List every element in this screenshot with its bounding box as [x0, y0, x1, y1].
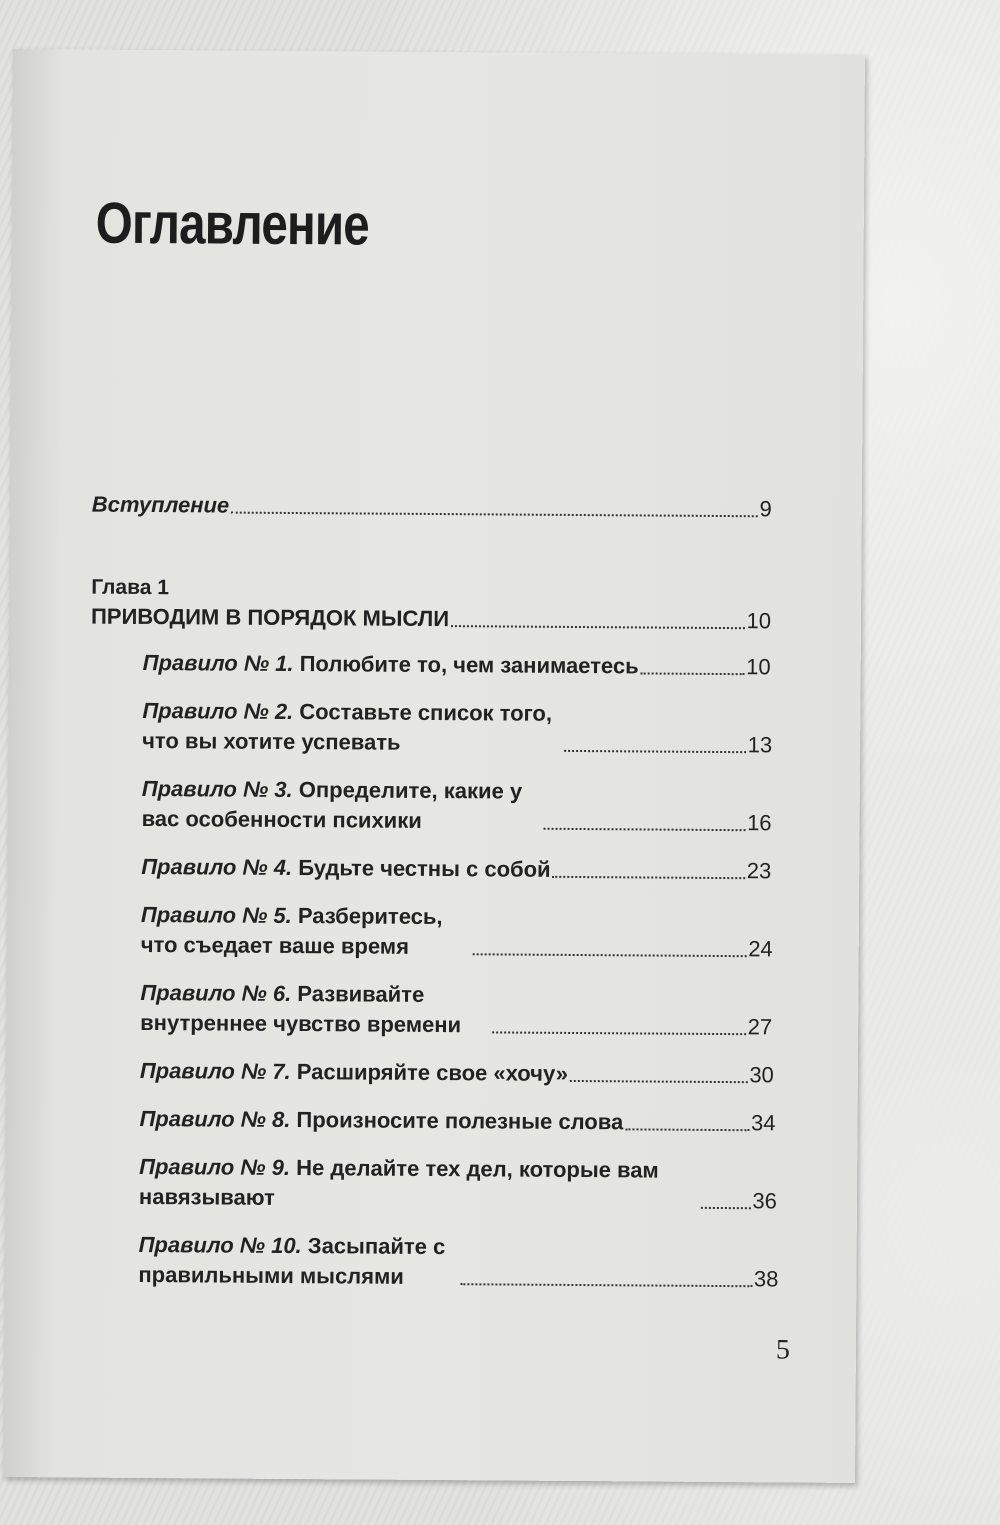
toc-entry-rule	[140, 1056, 774, 1090]
toc-page-number: 24	[748, 936, 773, 962]
chapter-label: Глава 1	[91, 575, 170, 600]
toc-page-number: 38	[753, 1266, 779, 1292]
toc-entry-rule	[139, 1104, 775, 1138]
toc-entry-rule	[141, 900, 773, 964]
dot-leader	[460, 1283, 752, 1287]
toc-entry-rule	[141, 852, 771, 886]
toc-page-number: 9	[759, 496, 772, 522]
rule-text: Разберитесь, что съедает ваше время	[140, 903, 443, 959]
rule-label: Правило № 2.	[142, 697, 294, 725]
dot-leader	[625, 1128, 749, 1131]
rule-label: Правило № 8.	[139, 1105, 291, 1133]
dot-leader	[701, 1207, 751, 1209]
toc-page-number: 10	[746, 654, 771, 680]
dot-leader	[553, 876, 745, 879]
rule-label: Правило № 7.	[139, 1057, 291, 1085]
rule-text: Не делайте тех дел, которые вам навязывают	[138, 1155, 659, 1210]
toc-page-number: 10	[746, 608, 772, 634]
book-page	[3, 49, 865, 1483]
toc-entry-chapter	[91, 602, 771, 637]
toc-entry-rule	[139, 1152, 777, 1216]
toc-entry-rule	[143, 648, 771, 682]
rule-text: Будьте честны с собой	[292, 855, 551, 882]
dot-leader	[641, 672, 745, 675]
toc-entry-label: Вступление	[91, 491, 230, 518]
rule-label: Правило № 4.	[141, 853, 293, 881]
dot-leader	[570, 1080, 747, 1083]
toc-page-number: 36	[752, 1188, 778, 1214]
dot-leader	[473, 953, 747, 957]
page-folio-number: 5	[775, 1334, 791, 1366]
rule-text: Полюбите то, чем занимаетесь	[293, 651, 639, 679]
toc-page-number: 34	[750, 1110, 776, 1136]
rule-text: Определите, какие у вас особенности психики	[141, 777, 523, 833]
rule-text: Засыпайте с правильными мыслями	[138, 1233, 446, 1289]
toc-entry-rule	[142, 774, 772, 838]
rule-label: Правило № 9.	[139, 1153, 291, 1181]
rule-text: Развивайте внутреннее чувство времени	[140, 981, 462, 1038]
dot-leader	[492, 1031, 746, 1035]
toc-page-number: 30	[749, 1062, 774, 1088]
rule-text: Составьте список того, что вы хотите успевать	[142, 699, 553, 755]
table-of-contents	[86, 490, 782, 1295]
page-title: Оглавление	[95, 190, 370, 258]
toc-entry-rule	[142, 696, 772, 760]
toc-page-number: 23	[746, 858, 772, 884]
dot-leader	[544, 828, 746, 831]
rule-label: Правило № 10.	[138, 1231, 302, 1259]
rule-text: Расширяйте свое «хочу»	[290, 1059, 569, 1086]
toc-entry-rule	[138, 1230, 778, 1294]
toc-page-number: 16	[747, 810, 772, 836]
toc-page-number: 27	[747, 1014, 773, 1040]
dot-leader	[451, 625, 744, 629]
rule-text: Произносите полезные слова	[290, 1107, 624, 1135]
dot-leader	[231, 512, 757, 518]
toc-entry-intro	[92, 490, 772, 525]
rule-label: Правило № 6.	[140, 979, 292, 1007]
toc-entry-rule	[140, 978, 772, 1042]
rule-label: Правило № 1.	[142, 649, 294, 677]
toc-page-number: 13	[747, 732, 773, 758]
dot-leader	[564, 750, 746, 753]
chapter-title: ПРИВОДИМ В ПОРЯДОК МЫСЛИ	[90, 603, 450, 632]
rule-label: Правило № 5.	[140, 901, 292, 929]
rule-label: Правило № 3.	[141, 775, 293, 803]
